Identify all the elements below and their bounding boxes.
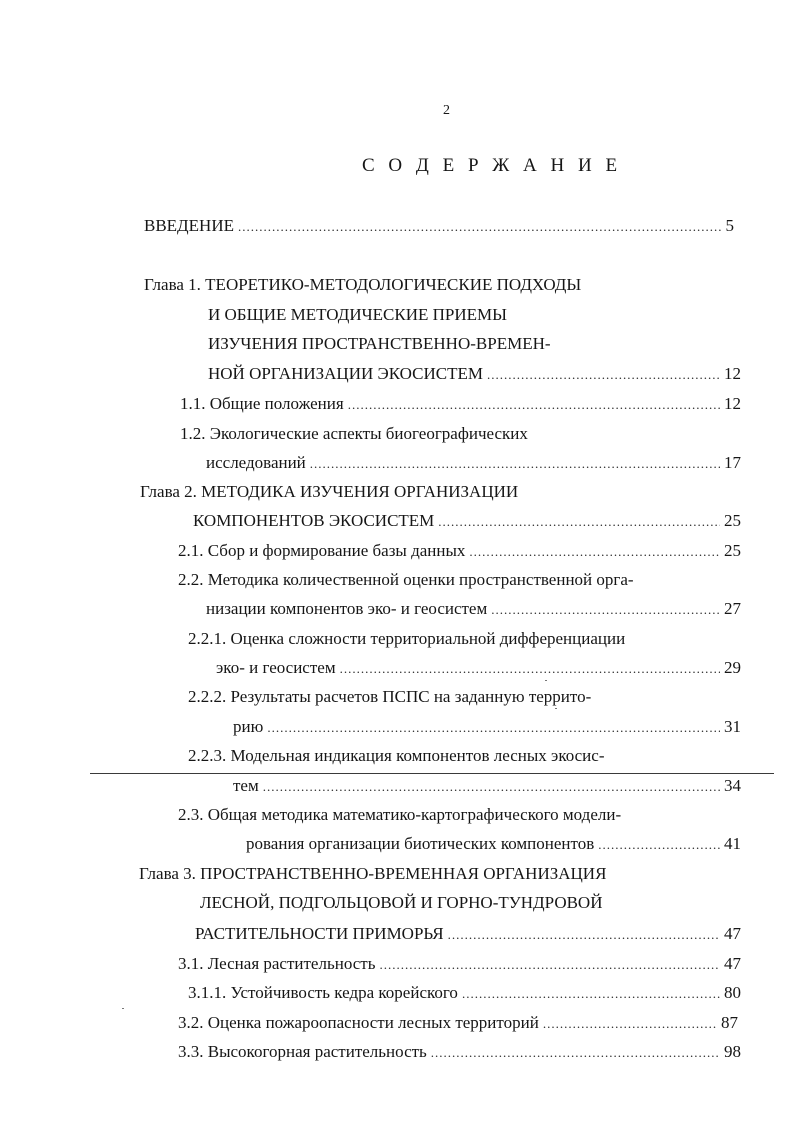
chapter-3-heading-cont: ЛЕСНОЙ, ПОДГОЛЬЦОВОЙ И ГОРНО-ТУНДРОВОЙ <box>200 893 603 912</box>
leader-dots <box>543 1013 717 1035</box>
leader-dots <box>431 1042 720 1064</box>
toc-title: С О Д Е Р Ж А Н И Е <box>362 155 622 176</box>
entry-title: 3.1.1. Устойчивость кедра корейского <box>188 983 458 1002</box>
entry-title: 2.1. Сбор и формирование базы данных <box>178 541 466 560</box>
toc-entry-chapter-2[interactable] <box>193 510 741 533</box>
entry-page: 29 <box>724 658 741 677</box>
leader-dots <box>310 453 720 475</box>
entry-page: 41 <box>724 834 741 853</box>
scan-artifact-line <box>90 773 774 774</box>
scan-speck <box>122 1008 124 1009</box>
toc-entry-3-1-1[interactable] <box>188 982 741 1005</box>
toc-entry-2-2-3[interactable] <box>233 775 741 798</box>
leader-dots <box>340 658 720 680</box>
toc-entry-1-2[interactable] <box>206 452 741 475</box>
entry-page: 17 <box>724 453 741 472</box>
entry-title: 3.2. Оценка пожароопасности лесных территорий <box>178 1013 539 1032</box>
toc-entry-2-2-2-line[interactable]: 2.2.2. Результаты расчетов ПСПС на заданную террито- <box>188 687 592 706</box>
leader-dots <box>448 924 720 946</box>
leader-dots <box>598 834 720 856</box>
chapter-1-heading-cont: И ОБЩИЕ МЕТОДИЧЕСКИЕ ПРИЕМЫ <box>208 305 507 324</box>
entry-title: 3.3. Высокогорная растительность <box>178 1042 427 1061</box>
entry-page: 12 <box>724 394 741 413</box>
entry-title: эко- и геосистем <box>216 658 336 677</box>
entry-page: 25 <box>724 511 741 530</box>
leader-dots <box>438 511 720 533</box>
toc-entry-chapter-1[interactable] <box>208 363 741 386</box>
leader-dots <box>379 954 720 976</box>
toc-entry-intro[interactable] <box>144 215 734 238</box>
entry-title: исследований <box>206 453 306 472</box>
entry-title: тем <box>233 776 259 795</box>
toc-entry-3-2[interactable] <box>178 1012 738 1035</box>
entry-page: 34 <box>724 776 741 795</box>
toc-entry-2-2-line[interactable]: 2.2. Методика количественной оценки пространственной орга- <box>178 570 634 589</box>
entry-title: 3.1. Лесная растительность <box>178 954 376 973</box>
entry-title: рования организации биотических компонентов <box>246 834 595 853</box>
toc-entry-2-2-3-line[interactable]: 2.2.3. Модельная индикация компонентов лесных экосис- <box>188 746 605 765</box>
chapter-2-heading[interactable]: Глава 2. МЕТОДИКА ИЗУЧЕНИЯ ОРГАНИЗАЦИИ <box>140 482 519 501</box>
toc-entry-3-1[interactable] <box>178 953 741 976</box>
entry-page: 27 <box>724 599 741 618</box>
toc-entry-2-2-2[interactable] <box>233 716 741 739</box>
entry-title: НОЙ ОРГАНИЗАЦИИ ЭКОСИСТЕМ <box>208 364 483 383</box>
entry-page: 12 <box>724 364 741 383</box>
toc-entry-2-1[interactable] <box>178 540 741 563</box>
toc-entry-2-3[interactable] <box>246 833 741 856</box>
scan-speck <box>545 680 547 681</box>
entry-title: РАСТИТЕЛЬНОСТИ ПРИМОРЬЯ <box>195 924 444 943</box>
leader-dots <box>263 776 720 798</box>
entry-title: 1.1. Общие положения <box>180 394 344 413</box>
leader-dots <box>462 983 720 1005</box>
entry-page: 31 <box>724 717 741 736</box>
leader-dots <box>491 599 720 621</box>
toc-entry-3-3[interactable] <box>178 1041 741 1064</box>
entry-title: КОМПОНЕНТОВ ЭКОСИСТЕМ <box>193 511 435 530</box>
toc-entry-2-2[interactable] <box>206 598 741 621</box>
entry-page: 47 <box>724 924 741 943</box>
toc-entry-2-2-1-line[interactable]: 2.2.1. Оценка сложности территориальной дифференциации <box>188 629 626 648</box>
toc-entry-1-1[interactable] <box>180 393 741 416</box>
entry-title: ВВЕДЕНИЕ <box>144 216 234 235</box>
leader-dots <box>348 394 720 416</box>
leader-dots <box>267 717 720 739</box>
entry-page: 80 <box>724 983 741 1002</box>
entry-title: рию <box>233 717 264 736</box>
leader-dots <box>487 364 720 386</box>
entry-page: 5 <box>725 216 734 235</box>
toc-entry-1-2-line[interactable]: 1.2. Экологические аспекты биогеографических <box>180 424 528 443</box>
chapter-3-heading[interactable]: Глава 3. ПРОСТРАНСТВЕННО-ВРЕМЕННАЯ ОРГАНИЗАЦИЯ <box>139 864 607 883</box>
entry-page: 98 <box>724 1042 741 1061</box>
toc-entry-2-3-line[interactable]: 2.3. Общая методика математико-картографического модели- <box>178 805 622 824</box>
entry-title: низации компонентов эко- и геосистем <box>206 599 488 618</box>
entry-page: 25 <box>724 541 741 560</box>
leader-dots <box>469 541 720 563</box>
toc-entry-chapter-3[interactable] <box>195 923 741 946</box>
page-number: 2 <box>443 103 450 118</box>
leader-dots <box>238 216 722 238</box>
toc-entry-2-2-1[interactable] <box>216 657 741 680</box>
scan-speck <box>555 708 557 709</box>
entry-page: 87 <box>721 1013 738 1032</box>
chapter-1-heading[interactable]: Глава 1. ТЕОРЕТИКО-МЕТОДОЛОГИЧЕСКИЕ ПОДХОДЫ <box>144 275 582 294</box>
chapter-1-heading-cont: ИЗУЧЕНИЯ ПРОСТРАНСТВЕННО-ВРЕМЕН- <box>208 334 551 353</box>
entry-page: 47 <box>724 954 741 973</box>
